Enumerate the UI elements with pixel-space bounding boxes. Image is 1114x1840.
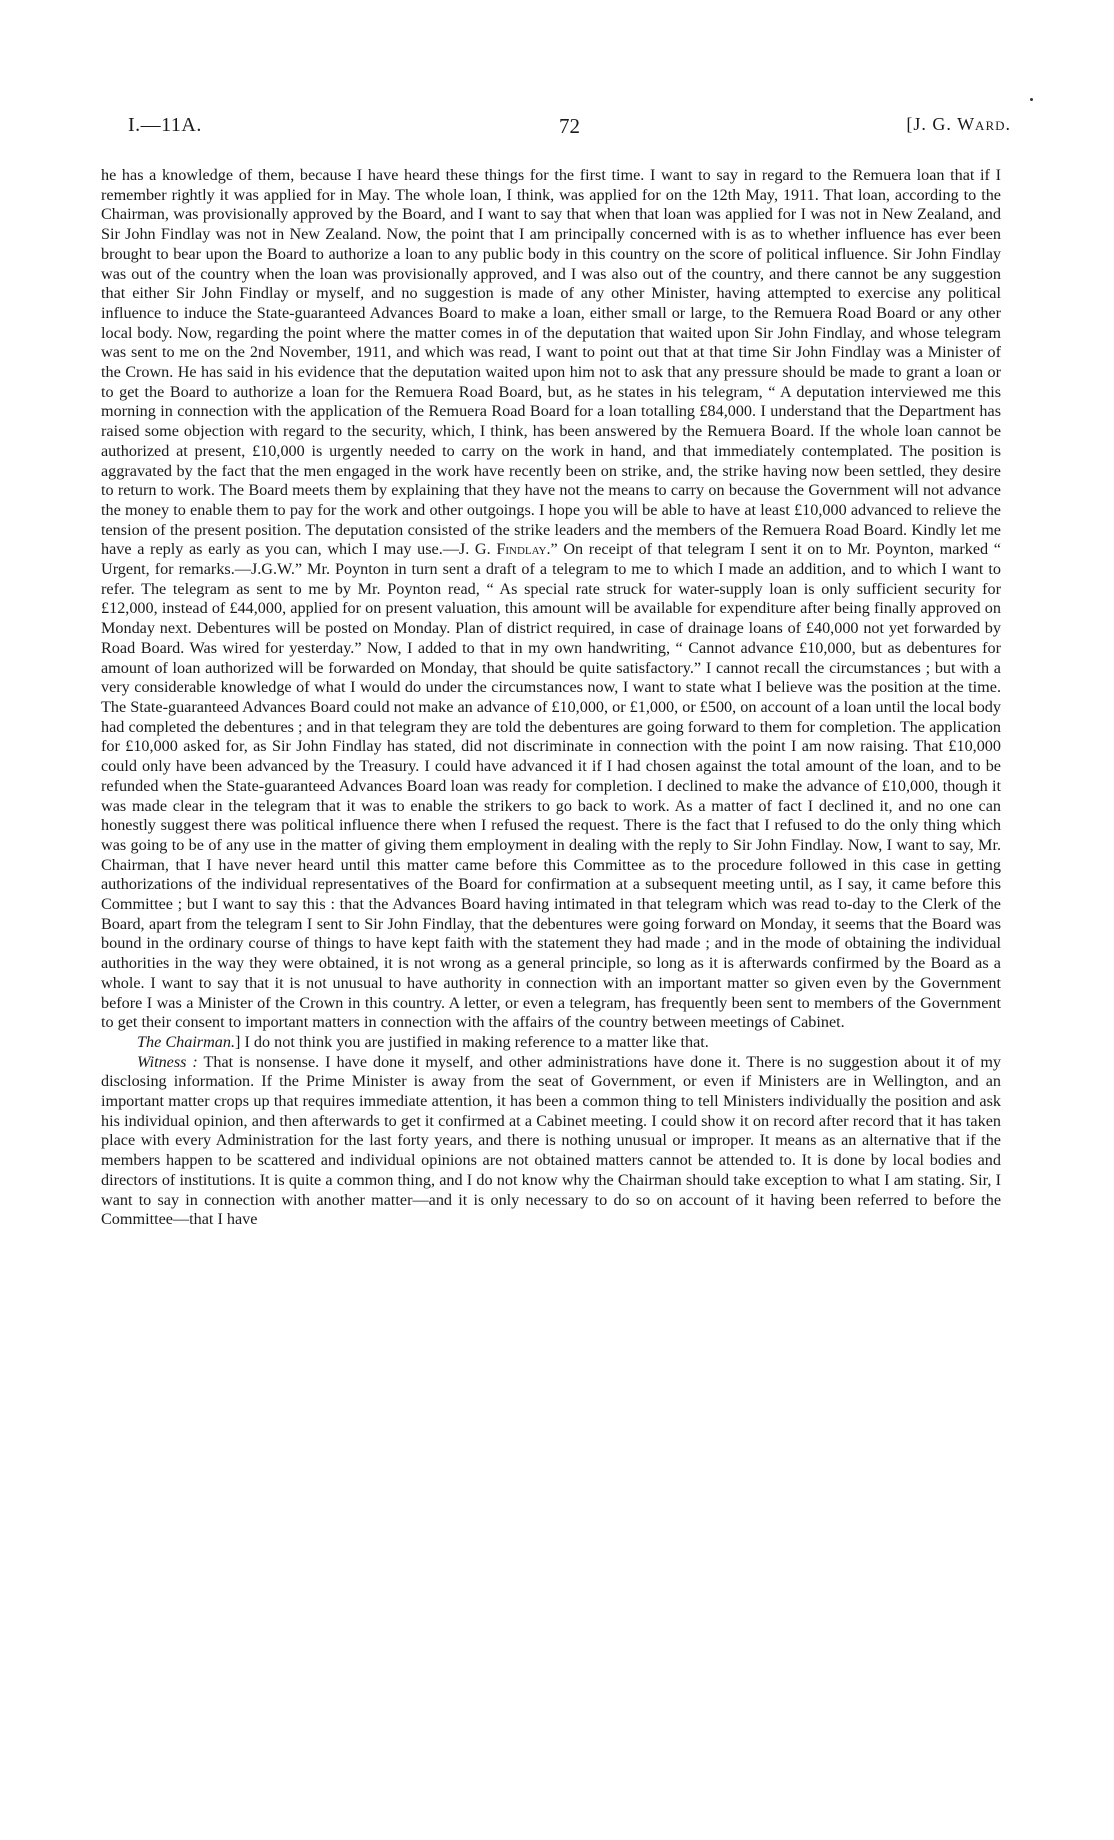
paragraph-text-continued: .” On receipt of that telegram I sent it on to Mr. Poynton, marked “ Urgent, for remarks.—J.G.W.” Mr. Poynton in turn sent a draft of a telegram to me to which I made an addition, and to which I want to refer. The telegram as sent to me by Mr. Poynton read, “ As special rate struck for water-supply loan is only sufficient security for £12,000, instead of £44,000, applied for on present valuation, this amount will be available for expenditure after being finally approved on Monday next. Debentures will be posted on Monday. Plan of district required, in case of drainage loans of £40,000 not yet forwarded by Road Board. Was wired for yesterday.” Now, I added to that in my own handwriting, “ Cannot advance £10,000, but as debentures for amount of loan authorized will be forwarded on Monday, that should be quite satisfactory.” I cannot recall the circumstances ; but with a very considerable knowledge of what I would do under the circumstances now, I want to state what I believe was the position at the time. The State-guaranteed Advances Board could not make an advance of £10,000, or £1,000, or £500, on account of a loan until the local body had completed the debentures ; and in that telegram they are told the debentures are going forward to them for completion. The application for £10,000 asked for, as Sir John Findlay has stated, did not discriminate in connection with the point I am now raising. That £10,000 could only have been advanced by the Treasury. I could have advanced it if I had chosen against the total amount of the loan, and to be refunded when the State-guaranteed Advances Board loan was ready for completion. I declined to make the advance of £10,000, though it was made clear in the telegram that it was to enable the strikers to go back to work. As a matter of fact I declined it, and no one can honestly suggest there was political influence there when I refused the request. There is the fact that I refused to do the only thing which was going to be of any use in the matter of giving them employment in dealing with the reply to Sir John Findlay. Now, I want to say, Mr. Chairman, that I have never heard until this matter came before this Committee as to the procedure followed in this case in getting authorizations of the individual representatives of the Board for confirmation at a subsequent meeting until, as I say, it came before this Committee ; but I want to say this : that the Advances Board having intimated in that telegram which was read to-day to the Clerk of the Board, apart from the telegram I sent to Sir John Findlay, that the debentures were going forward on Monday, it seems that the Board was bound in the ordinary course of things to have kept faith with the statement they had made ; and in the mode of obtaining the individual authorities in the way they were obtained, it is not wrong as a general principle, so long as it is afterwards confirmed by the Board as a whole. I want to say that it is not unusual to have authority in connection with an important matter so given even by the Government before I was a Minister of the Crown in this country. A letter, or even a telegram, has frequently been sent to members of the Government to get their consent to important matters in connection with the affairs of the country between meetings of Cabinet. — [101, 540, 1001, 1032]
witness-name: [J. G. Ward. — [906, 114, 1011, 134]
scan-speck — [1030, 98, 1033, 101]
page-number: 72 — [559, 114, 580, 138]
paragraph — [101, 1053, 1001, 1230]
page-header — [128, 114, 1011, 144]
paragraph-text: ] I do not think you are justified in making reference to a matter like that. — [235, 1032, 709, 1051]
document-reference: I.—11A. — [128, 114, 202, 136]
speaker-label: Witness : — [137, 1052, 198, 1071]
paragraph-text: he has a knowledge of them, because I have heard these things for the first time. I want to say in regard to the Remuera loan that if I remember rightly it was applied for in May. The whole loan, I think, was applied for on the 12th May, 1911. That loan, according to the Chairman, was provisionally approved by the Board, and I want to say that when that loan was applied for I was not in New Zealand, and Sir John Findlay was not in New Zealand. Now, the point that I am principally concerned with is as to whether influence has ever been brought to bear upon the Board to authorize a loan to any public body in this country on the score of political influence. Sir John Findlay was out of the country when the loan was provisionally approved, and I was also out of the country, and there cannot be any suggestion that either Sir John Findlay or myself, and no suggestion is made of any other Minister, having attempted to exercise any political influence to induce the State-guaranteed Advances Board to make a loan, either small or large, to the Remuera Road Board or any other local body. Now, regarding the point where the matter comes in of the deputation that waited upon Sir John Findlay, and whose telegram was sent to me on the 2nd November, 1911, and which was read, I want to point out that at that time Sir John Findlay was a Minister of the Crown. He has said in his evidence that the deputation waited upon him not to ask that any pressure should be made to grant a loan or to get the Board to authorize a loan for the Remuera Road Board, but, as he states in his telegram, “ A deputation interviewed me this morning in connection with the application of the Remuera Road Board for a loan totalling £84,000. I understand that the Department has raised some objection with regard to the security, which, I think, has been answered by the Remuera Board. If the whole loan cannot be authorized at present, £10,000 is urgently needed to carry on the work in hand, and that immediately contemplated. The position is aggravated by the fact that the men engaged in the work have recently been on strike, and, the strike having now been settled, they desire to return to work. The Board meets them by explaining that they have not the means to carry on because the Government will not advance the money to enable them to pay for the work and other outgoings. I hope you will be able to have at least £10,000 advanced to relieve the tension of the present position. The deputation consisted of the strike leaders and the members of the Remuera Road Board. Kindly let me have a reply as early as you can, which I may use.—J. G. — [101, 166, 1001, 559]
paragraph-text: That is nonsense. I have done it myself, and other administrations have done it. There is no suggestion about it of my disclosing information. If the Prime Minister is away from the seat of Government, or even if Ministers are in Wellington, and an important matter crops up that requires immediate attention, it has been a common thing to tell Ministers individually the position and ask his individual opinion, and then afterwards to get it confirmed at a Cabinet meeting. I could show it on record after record that it has taken place with every Administration for the last forty years, and there is nothing unusual or improper. It means as an alternative that if the members happen to be scattered and individual opinions are not obtained matters cannot be attended to. It is done by local bodies and directors of institutions. It is quite a common thing, and I do not know why the Chairman should take exception to what I am stating. Sir, I want to say in connection with another matter—and it is only necessary to do so on account of it having been referred to before the Committee—that I have — [101, 1052, 1002, 1229]
paragraph — [101, 1033, 1001, 1053]
speaker-label: The Chairman. — [137, 1032, 236, 1051]
body-text — [101, 166, 1001, 1230]
paragraph — [101, 166, 1001, 1033]
telegram-signature: Findlay — [496, 540, 547, 559]
